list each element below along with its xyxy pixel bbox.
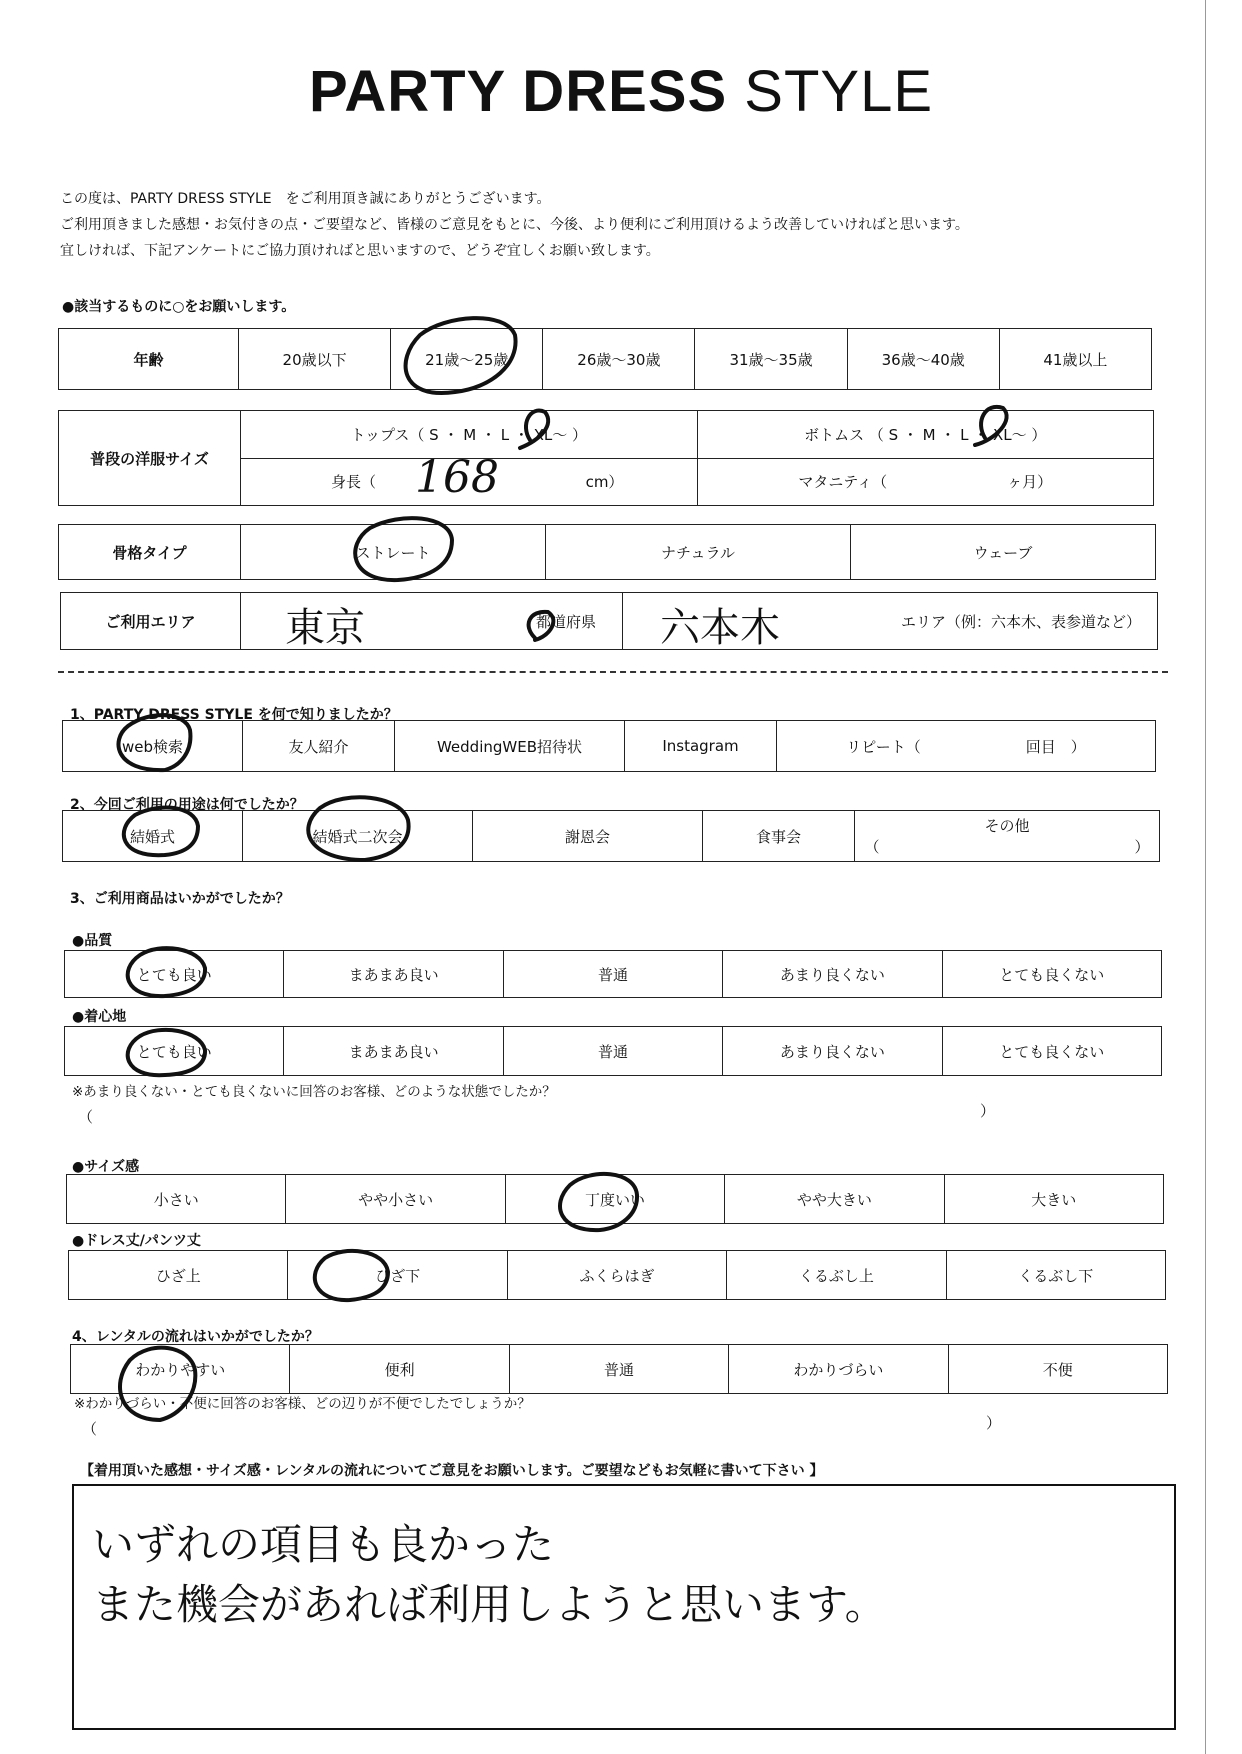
prefecture-suffix: 都道府県 <box>535 612 596 631</box>
q4-title: 4、レンタルの流れはいかがでしたか？ <box>72 1329 319 1345</box>
comfort-label: ●着心地 <box>72 1009 127 1025</box>
quality-option[interactable]: まあまあ良い <box>284 951 503 998</box>
q4-option[interactable]: わかりづらい <box>729 1345 948 1394</box>
q2-title: 2、今回ご利用の用途は何でしたか？ <box>70 797 304 813</box>
comfort-option[interactable]: 普通 <box>503 1027 722 1076</box>
q2-option[interactable]: 結婚式二次会 <box>243 811 473 862</box>
fit-option[interactable]: 大きい <box>944 1175 1163 1224</box>
fit-option[interactable]: 丁度いい <box>505 1175 724 1224</box>
circle-mark-comfort <box>128 1030 205 1075</box>
circle-mark-q2b <box>308 797 408 860</box>
area-handwritten: 六本木 <box>660 605 780 651</box>
q1-option[interactable]: WeddingWEB招待状 <box>395 721 625 772</box>
maternity-field[interactable]: マタニティ（ ヶ月） <box>697 458 1154 506</box>
circle-mark-age <box>406 318 516 393</box>
comment-line: また機会があれば利用しようと思います。 <box>92 1580 887 1629</box>
comfort-option[interactable]: まあまあ良い <box>284 1027 503 1076</box>
height-suffix: cm） <box>585 473 624 492</box>
length-option[interactable]: くるぶし上 <box>727 1251 946 1300</box>
body-type-option[interactable]: ナチュラル <box>546 525 851 580</box>
comment-heading: 【着用頂いた感想・サイズ感・レンタルの流れについてご意見をお願いします。ご要望などもお気軽に書いて下さい 】 <box>80 1463 824 1479</box>
age-option[interactable]: 36歳〜40歳 <box>847 329 999 390</box>
fit-option[interactable]: やや小さい <box>286 1175 505 1224</box>
intro-line: ご利用頂きました感想・お気付きの点・ご要望など、皆様のご意見をもとに、今後、より便利にご利用頂けるよう改善していければと思います。 <box>60 217 969 233</box>
circle-mark-bodytype <box>355 518 452 580</box>
fit-option[interactable]: やや大きい <box>725 1175 944 1224</box>
length-option[interactable]: くるぶし下 <box>946 1251 1165 1300</box>
intro-line: 宜しければ、下記アンケートにご協力頂ければと思いますので、どうぞ宜しくお願い致します。 <box>60 243 660 259</box>
q1-option[interactable]: 友人紹介 <box>243 721 395 772</box>
body-type-option[interactable]: ウェーブ <box>851 525 1156 580</box>
circle-mark-prefecture <box>529 612 554 640</box>
q2-option[interactable]: 謝恩会 <box>473 811 703 862</box>
circle-mark-fit <box>560 1174 637 1230</box>
q3-note: ※あまり良くない・とても良くないに回答のお客様、どのような状態でしたか？ <box>72 1084 556 1100</box>
paren-open: （ <box>82 1420 98 1438</box>
q4-option[interactable]: 便利 <box>290 1345 509 1394</box>
circle-mark-q1 <box>118 715 190 770</box>
quality-option[interactable]: 普通 <box>503 951 722 998</box>
q2-option[interactable]: その他（ ） <box>855 811 1160 862</box>
circle-mark-length <box>315 1251 388 1300</box>
q1-option[interactable]: web検索 <box>63 721 243 772</box>
circle-mark-q4 <box>120 1348 195 1420</box>
age-option[interactable]: 20歳以下 <box>239 329 391 390</box>
q2-option[interactable]: 結婚式 <box>63 811 243 862</box>
intro-line: この度は、PARTY DRESS STYLE をご利用頂き誠にありがとうございます。 <box>60 191 551 207</box>
comment-line: いずれの項目も良かった <box>92 1520 555 1569</box>
length-option[interactable]: ひざ上 <box>69 1251 288 1300</box>
circle-mark-bottoms <box>975 407 1007 445</box>
title-light: STYLE <box>744 59 934 124</box>
quality-option[interactable]: あまり良くない <box>723 951 942 998</box>
prefecture-handwritten: 東京 <box>285 605 365 651</box>
q1-option[interactable]: Instagram <box>625 721 777 772</box>
age-option[interactable]: 21歳〜25歳 <box>391 329 543 390</box>
size-label: 普段の洋服サイズ <box>59 411 241 506</box>
age-option[interactable]: 31歳〜35歳 <box>695 329 847 390</box>
tops-size[interactable]: トップス（ S ・ M ・ L ・ XL〜 ） <box>241 411 698 459</box>
body-type-label: 骨格タイプ <box>59 525 241 580</box>
paren-close: ） <box>986 1414 1002 1432</box>
height-handwritten: 168 <box>415 452 499 503</box>
quality-option[interactable]: とても良くない <box>942 951 1161 998</box>
paren-open: （ <box>78 1108 94 1126</box>
comfort-option[interactable]: とても良くない <box>942 1027 1161 1076</box>
q4-note: ※わかりづらい・不便に回答のお客様、どの辺りが不便でしたでしょうか？ <box>74 1396 531 1412</box>
comfort-option[interactable]: あまり良くない <box>723 1027 942 1076</box>
profile-heading: ●該当するものに○をお願いします。 <box>62 299 296 315</box>
height-prefix: 身長（ <box>331 473 377 492</box>
bottoms-size[interactable]: ボトムス （ S ・ M ・ L ・ XL〜 ） <box>697 411 1154 459</box>
q1-title: 1、PARTY DRESS STYLE を何で知りましたか？ <box>70 707 398 723</box>
q4-option[interactable]: 不便 <box>948 1345 1167 1394</box>
q4-option[interactable]: 普通 <box>509 1345 728 1394</box>
area-hint: エリア（例：六本木、表参道など） <box>900 612 1141 631</box>
body-type-option[interactable]: ストレート <box>241 525 546 580</box>
quality-label: ●品質 <box>72 933 113 949</box>
fit-label: ●サイズ感 <box>72 1159 140 1175</box>
title-bold: PARTY DRESS <box>308 59 728 124</box>
paren-close: ） <box>980 1102 996 1120</box>
comfort-option[interactable]: とても良い <box>65 1027 284 1076</box>
quality-option[interactable]: とても良い <box>65 951 284 998</box>
length-option[interactable]: ひざ下 <box>288 1251 507 1300</box>
age-label: 年齢 <box>59 329 239 390</box>
length-option[interactable]: ふくらはぎ <box>507 1251 726 1300</box>
age-option[interactable]: 26歳〜30歳 <box>543 329 695 390</box>
age-option[interactable]: 41歳以上 <box>999 329 1151 390</box>
fit-option[interactable]: 小さい <box>67 1175 286 1224</box>
q4-option[interactable]: わかりやすい <box>71 1345 290 1394</box>
circle-mark-tops <box>520 411 548 448</box>
area-label: ご利用エリア <box>61 593 241 650</box>
q3-title: 3、ご利用商品はいかがでしたか？ <box>70 891 290 907</box>
length-label: ●ドレス丈/パンツ丈 <box>72 1233 201 1249</box>
circle-mark-quality <box>128 948 205 996</box>
q1-option[interactable]: リピート（ 回目 ） <box>777 721 1156 772</box>
q2-option[interactable]: 食事会 <box>703 811 855 862</box>
circle-mark-q2a <box>124 807 198 855</box>
